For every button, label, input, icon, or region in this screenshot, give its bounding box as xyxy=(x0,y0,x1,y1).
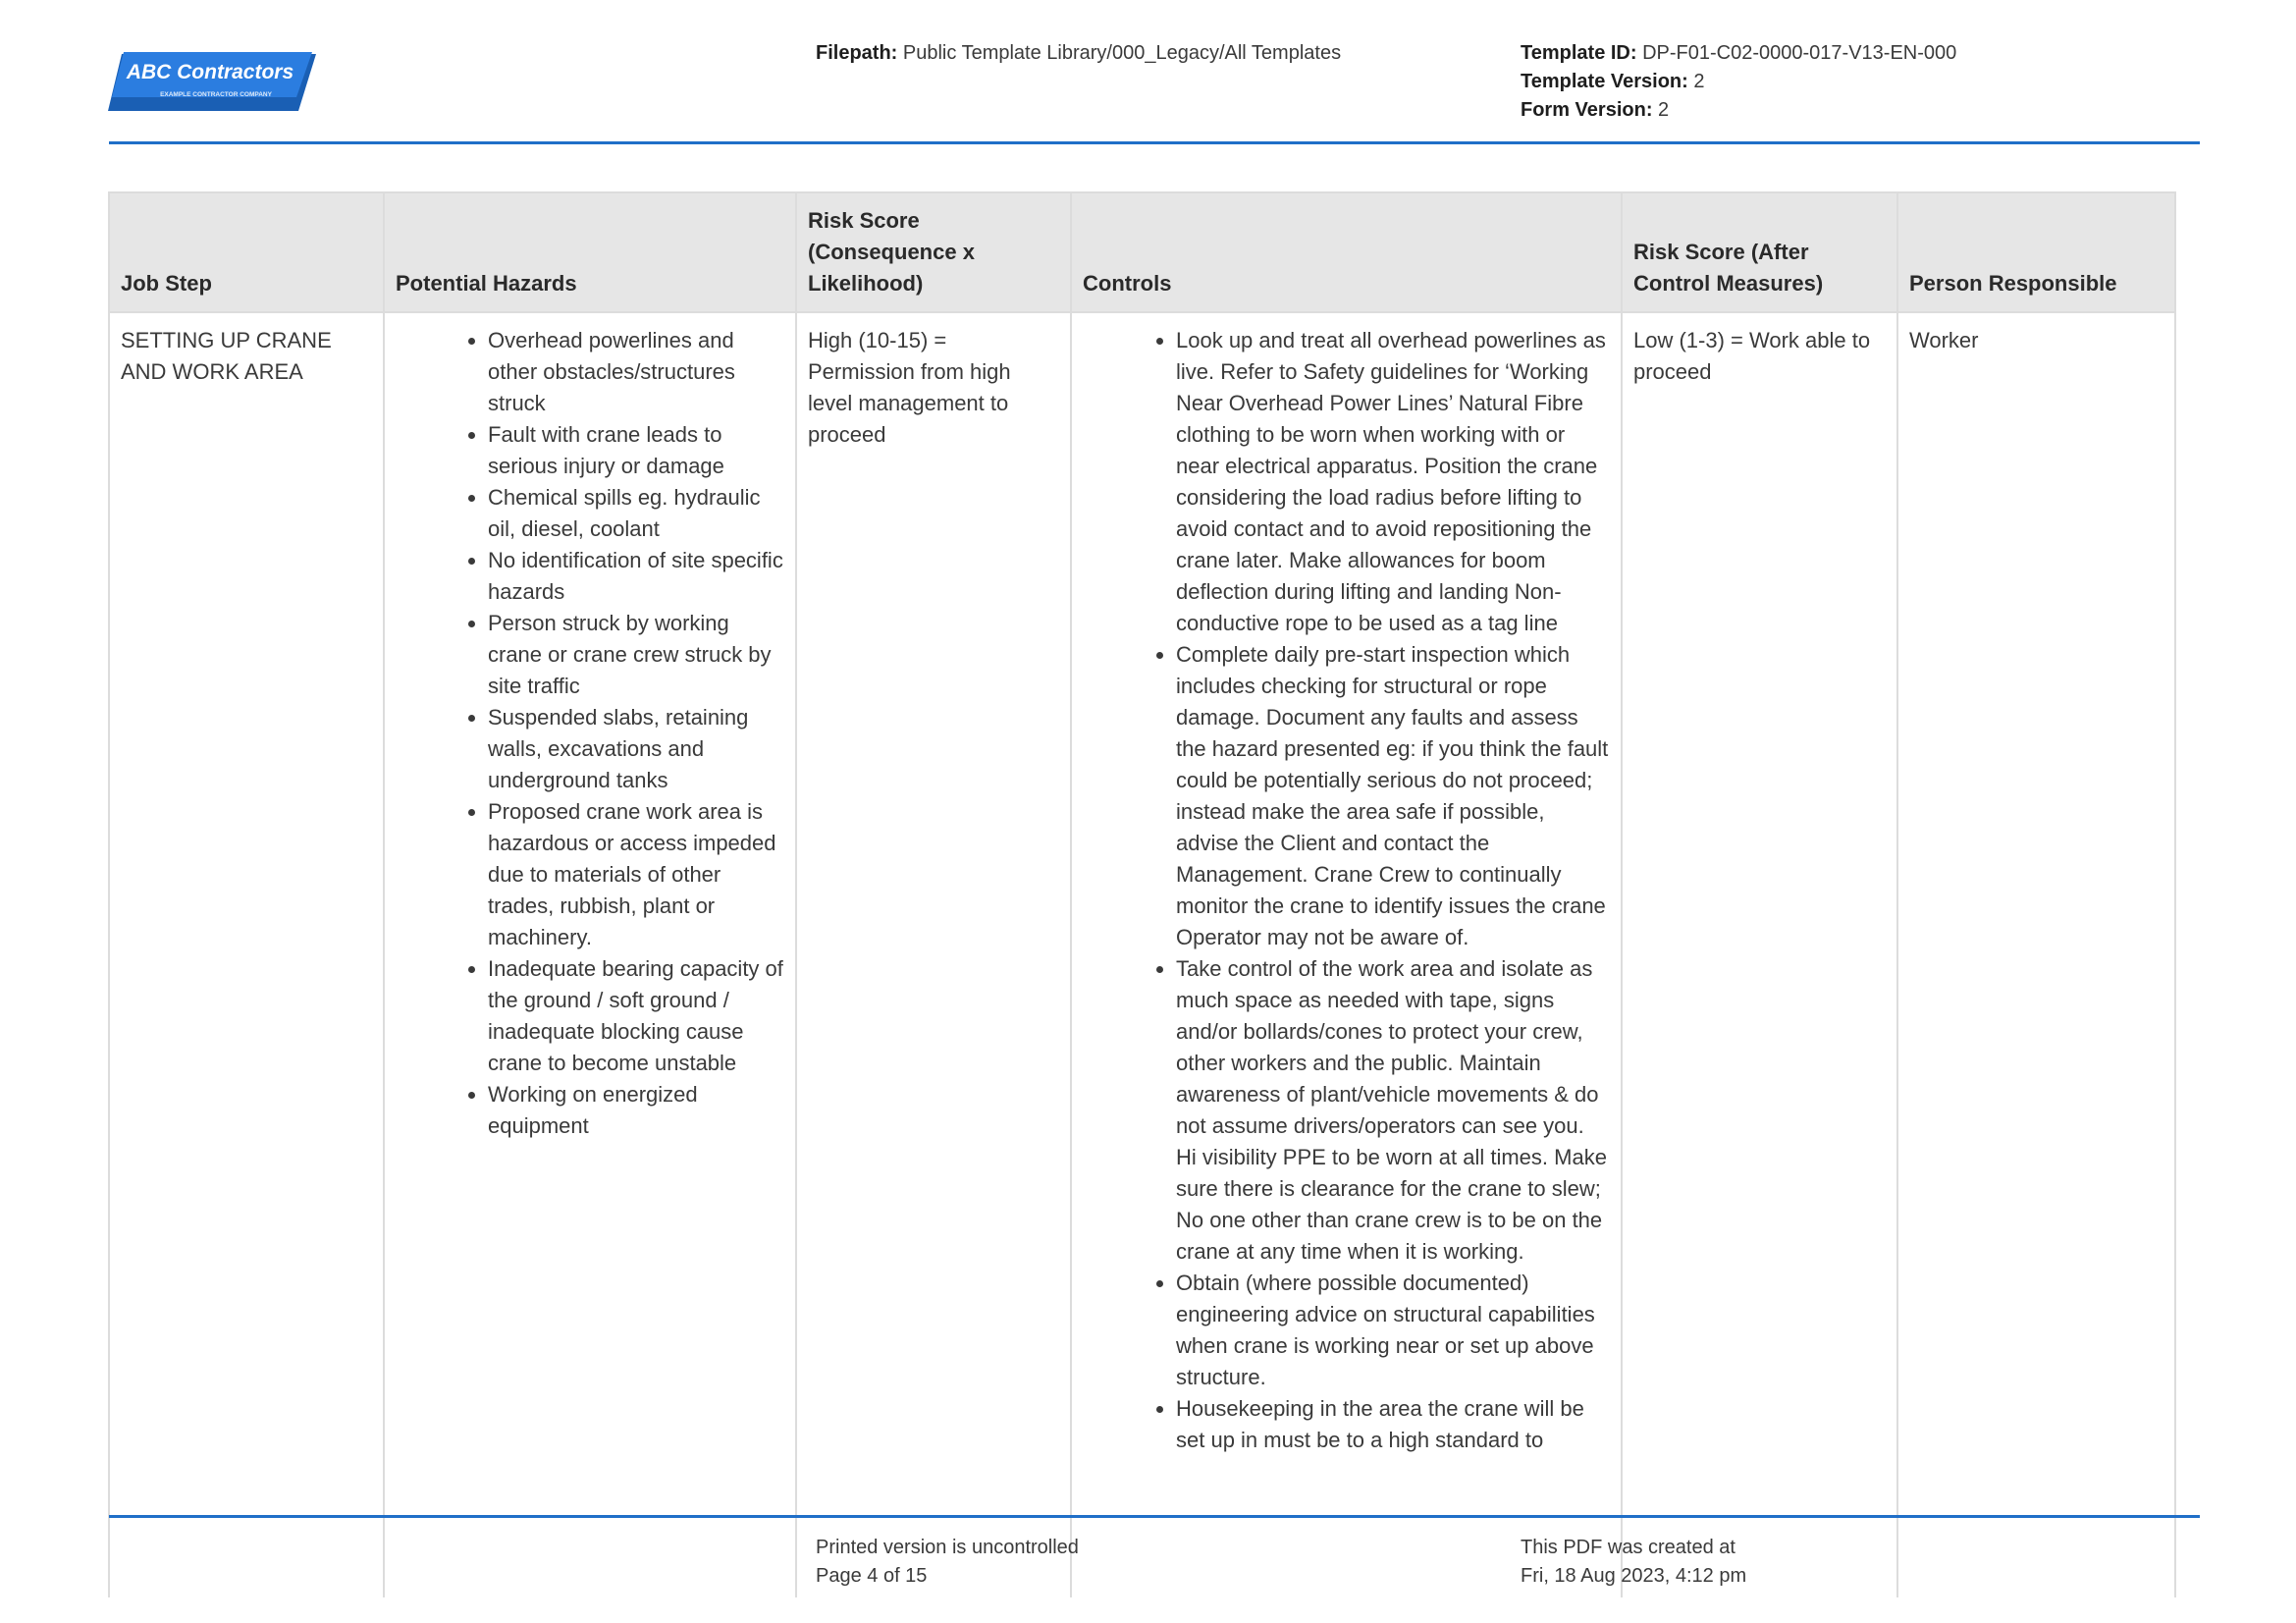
list-item: • Inadequate bearing capacity of the ground / soft ground / inadequate blocking cause crane to become unstable xyxy=(488,953,784,1079)
footer-divider xyxy=(109,1515,2200,1518)
template-version-label: Template Version: xyxy=(1521,71,1688,92)
template-version-line xyxy=(1521,68,1956,96)
footer-right xyxy=(1521,1534,1746,1591)
created-label: This PDF was created at xyxy=(1521,1537,1735,1558)
template-id-label: Template ID: xyxy=(1521,42,1637,64)
template-version-value: 2 xyxy=(1693,71,1705,92)
col-header-risk-score: Risk Score (Consequence x Likelihood) xyxy=(796,192,1071,312)
risk-assessment-table xyxy=(108,191,2176,1597)
page-number: Page 4 of 15 xyxy=(816,1565,928,1587)
cell-job-step: SETTING UP CRANE AND WORK AREA xyxy=(109,312,384,1597)
cell-person-responsible: Worker xyxy=(1897,312,2175,1597)
logo-brand-text: ABC Contractors xyxy=(126,61,294,83)
template-info xyxy=(1521,39,1956,125)
table-header-row xyxy=(109,192,2175,312)
uncontrolled-notice: Printed version is uncontrolled xyxy=(816,1537,1079,1558)
created-timestamp: Fri, 18 Aug 2023, 4:12 pm xyxy=(1521,1565,1747,1587)
list-item: • Complete daily pre-start inspection which includes checking for structural or rope damage. Document any faults and assess the hazard presented eg: if you think the fault could be potentially serious do not proceed; instead make the area safe if possible, advise the Client and contact the Management. Crane Crew to continually monitor the crane to identify issues the crane Operator may not be aware of. xyxy=(1176,639,1610,953)
list-item: • Working on energized equipment xyxy=(488,1079,784,1142)
col-header-person-responsible: Person Responsible xyxy=(1897,192,2175,312)
filepath-line xyxy=(816,39,1341,68)
list-item: • Housekeeping in the area the crane will be set up in must be to a high standard to xyxy=(1176,1393,1610,1456)
col-header-potential-hazards: Potential Hazards xyxy=(384,192,796,312)
form-version-line xyxy=(1521,96,1956,125)
table-row xyxy=(109,312,2175,1597)
list-item: • Proposed crane work area is hazardous or access impeded due to materials of other trades, rubbish, plant or machinery. xyxy=(488,796,784,953)
controls-list xyxy=(1083,325,1610,1456)
cell-controls xyxy=(1071,312,1622,1597)
footer-left xyxy=(816,1534,1079,1591)
logo-tagline-text: EXAMPLE CONTRACTOR COMPANY xyxy=(160,91,272,98)
hazards-list xyxy=(396,325,784,1142)
cell-potential-hazards xyxy=(384,312,796,1597)
cell-risk-after: Low (1-3) = Work able to proceed xyxy=(1622,312,1897,1597)
template-id-line xyxy=(1521,39,1956,68)
cell-risk-score: High (10-15) = Permission from high level management to proceed xyxy=(796,312,1071,1597)
header-divider xyxy=(109,141,2200,144)
list-item: • Obtain (where possible documented) engineering advice on structural capabilities when crane is working near or set up above structure. xyxy=(1176,1268,1610,1393)
list-item: • Person struck by working crane or crane crew struck by site traffic xyxy=(488,608,784,702)
list-item: • Take control of the work area and isolate as much space as needed with tape, signs and/or bollards/cones to protect your crew, other workers and the public. Maintain awareness of plant/vehicle movements & do not assume drivers/operators can see you. Hi visibility PPE to be worn at all times. Make sure there is clearance for the crane to slew; No one other than crane crew is to be on the crane at any time when it is working. xyxy=(1176,953,1610,1268)
col-header-risk-after: Risk Score (After Control Measures) xyxy=(1622,192,1897,312)
list-item: • Chemical spills eg. hydraulic oil, diesel, coolant xyxy=(488,482,784,545)
list-item: • Suspended slabs, retaining walls, excavations and underground tanks xyxy=(488,702,784,796)
company-logo xyxy=(108,52,316,113)
template-id-value: DP-F01-C02-0000-017-V13-EN-000 xyxy=(1642,42,1957,64)
list-item: • Fault with crane leads to serious injury or damage xyxy=(488,419,784,482)
form-version-value: 2 xyxy=(1658,99,1670,121)
filepath-value: Public Template Library/000_Legacy/All Templates xyxy=(902,42,1342,64)
list-item: • No identification of site specific hazards xyxy=(488,545,784,608)
col-header-job-step: Job Step xyxy=(109,192,384,312)
filepath-label: Filepath: xyxy=(816,42,898,64)
col-header-controls: Controls xyxy=(1071,192,1622,312)
list-item: • Look up and treat all overhead powerlines as live. Refer to Safety guidelines for ‘Working Near Overhead Power Lines’ Natural Fibre clothing to be worn when working with or near electrical apparatus. Position the crane considering the load radius before lifting to avoid contact and to avoid repositioning the crane later. Make allowances for boom deflection during lifting and landing Non-conductive rope to be used as a tag line xyxy=(1176,325,1610,639)
list-item: • Overhead powerlines and other obstacles/structures struck xyxy=(488,325,784,419)
form-version-label: Form Version: xyxy=(1521,99,1653,121)
